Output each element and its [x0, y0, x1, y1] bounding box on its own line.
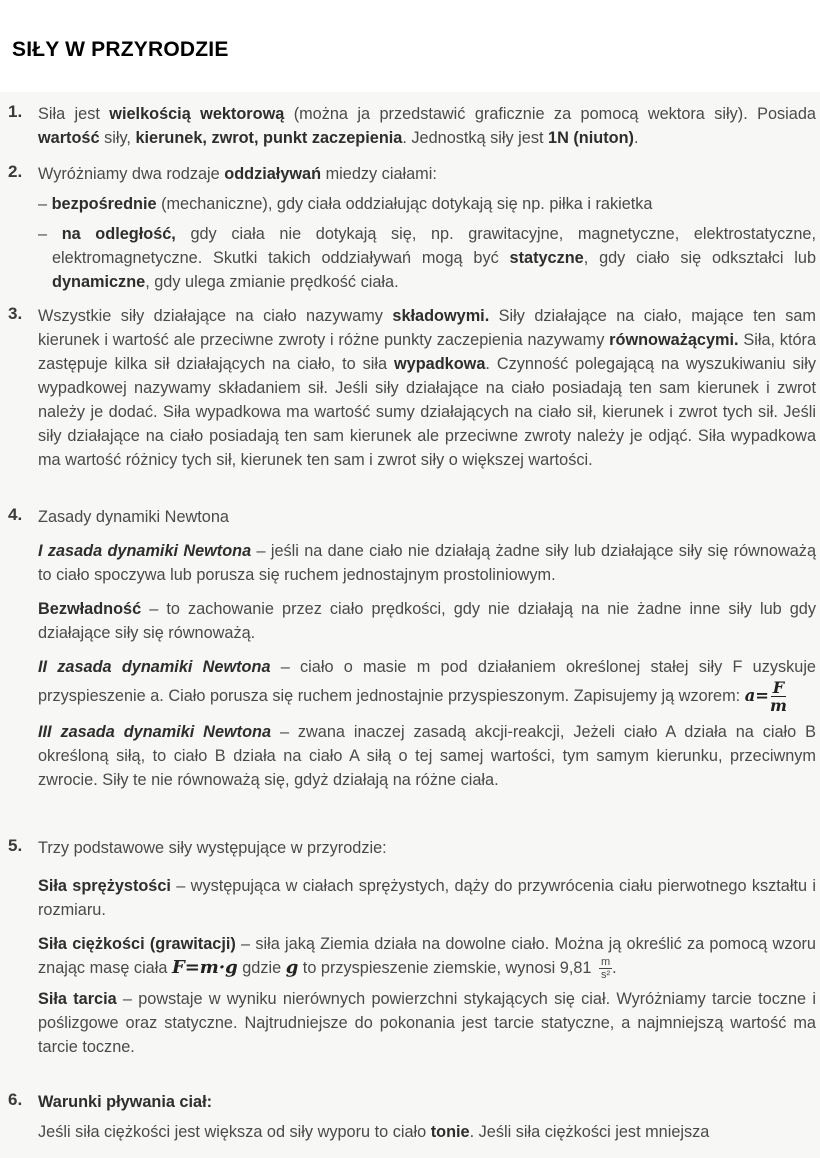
section-number: 6.: [8, 1090, 23, 1109]
gravity-force: Siła ciężkości (grawitacji) – siła jaką Ziemia działa na dowolne ciało. Można ją określić za pomocą wzoru znając masę ciała F=m·g gdzie g to przyspieszenie ziemskie, wynosi 9,81 $\frac{m}{\text{s²}}$ .: [38, 935, 816, 982]
section-heading: Warunki pływania ciał:: [38, 1093, 213, 1111]
second-law: II zasada dynamiki Newtona – ciało o masie m pod działaniem określonej stałej siły F uzyskuje przyspieszenie a. Ciało porusza się ruchem jednostajnie przyspieszonym. Zapisujemy ją wzorem: a= $\frac{F}{m}$: [38, 658, 816, 715]
section-number: 5.: [8, 836, 23, 855]
first-law: I zasada dynamiki Newtona – jeśli na dane ciało nie działają żadne siły lub działające siły się równoważą to ciało spoczywa lub porusza się ruchem jednostajnym prostoliniowym.: [38, 542, 816, 584]
list-item: – na odległość, gdy ciała nie dotykają się, np. grawitacyjne, magnetyczne, elektrostatyczne, elektromagnetyczne. Skutki takich oddziaływań mogą być statyczne, gdy ciało się odkształci lub dynamiczne, gdy ulega zmianie prędkość ciała.: [38, 225, 816, 291]
elastic-force: Siła sprężystości – występująca w ciałach sprężystych, dąży do przywrócenia ciału pierwotnego kształtu i rozmiaru.: [38, 877, 816, 919]
paragraph: Siła jest wielkością wektorową (można ja przedstawić graficznie za pomocą wektora siły). Posiada wartość siły, kierunek, zwrot, punkt zaczepienia. Jednostką siły jest 1N (niuton).: [38, 105, 816, 147]
page-title: SIŁY W PRZYRODZIE: [12, 38, 229, 61]
section-number: 4.: [8, 505, 23, 524]
section-heading: Zasady dynamiki Newtona: [38, 508, 229, 526]
section-number: 1.: [8, 102, 23, 121]
friction-force: Siła tarcia – powstaje w wyniku nierównych powierzchni stykających się ciał. Wyróżniamy tarcie toczne i poślizgowe oraz statyczne. Najtrudniejsze do pokonania jest tarcie statyczne, a najmniejszą wartość ma tarcie toczne.: [38, 990, 816, 1057]
inertia-definition: Bezwładność – to zachowanie przez ciało prędkości, gdy nie działają na nie żadne inne siły lub gdy działające siły się równoważą.: [38, 600, 816, 642]
formula-fraction: $\frac{F}{m}$: [769, 678, 787, 715]
paragraph: Wszystkie siły działające na ciało nazywamy składowymi. Siły działające na ciało, mające ten sam kierunek i wartość ale przeciwne zwroty i różne punkty zaczepienia nazywamy równoważącymi. Siła, która zastępuje kilka sił działających na ciało, to siła wypadkowa. Czynność polegającą na wyszukiwaniu siły wypadkowej nazywamy składaniem sił. Jeśli siły działające na ciało posiadają ten sam kierunek i zwrot należy je dodać. Siła wypadkowa ma wartość sumy działających na ciało sił, kierunek i zwrot tych sił. Jeśli siły działające na ciało posiadają ten sam kierunek ale przeciwne zwroty należy je odjąć. Siła wypadkowa ma wartość różnicy tych sił, kierunek ten sam i zwrot siły o większej wartości.: [38, 307, 817, 469]
paragraph: Jeśli siła ciężkości jest większa od siły wyporu to ciało tonie. Jeśli siła ciężkości jest mniejsza: [38, 1123, 710, 1141]
third-law: III zasada dynamiki Newtona – zwana inaczej zasadą akcji-reakcji, Jeżeli ciało A działa na ciało B określoną siłą, to ciało B działa na ciało A siłą o tej samej wartości, tym samym kierunku, przeciwnym zwrocie. Siły te nie równoważą się, gdyż działają na różne ciała.: [38, 723, 816, 789]
list-item: – bezpośrednie (mechaniczne), gdy ciała oddziałując dotykają się np. piłka i rakietka: [38, 195, 653, 213]
gravity-formula: F=m·g: [171, 957, 238, 978]
section-number: 2.: [8, 162, 23, 181]
section-heading: Trzy podstawowe siły występujące w przyrodzie:: [38, 839, 387, 857]
unit-fraction: $\frac{m}{\text{s²}}$: [601, 956, 611, 982]
formula-lhs: a=: [744, 685, 769, 705]
paragraph: Wyróżniamy dwa rodzaje oddziaływań miedzy ciałami:: [38, 165, 437, 183]
g-symbol: g: [285, 957, 299, 978]
textbook-scan-page: [0, 92, 820, 1158]
section-number: 3.: [8, 304, 23, 323]
